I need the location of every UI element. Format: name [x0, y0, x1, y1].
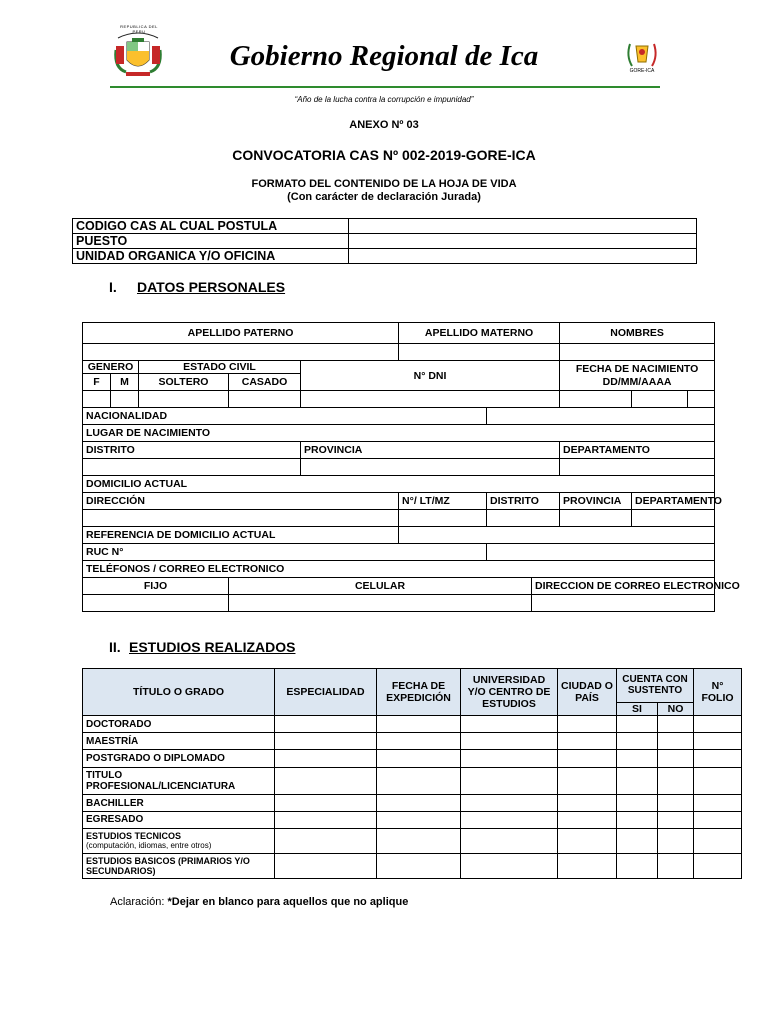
- direccion-field[interactable]: [83, 510, 399, 527]
- studies-table: [82, 668, 742, 879]
- cell-field[interactable]: [275, 716, 377, 733]
- cell-field[interactable]: [461, 768, 558, 795]
- right-logo-caption: GORE-ICA: [629, 68, 655, 74]
- cell-field[interactable]: [461, 716, 558, 733]
- table-row: [83, 733, 742, 750]
- cell-field[interactable]: [617, 733, 658, 750]
- cell-field[interactable]: [558, 716, 617, 733]
- fecha-nacimiento-header: [560, 361, 715, 391]
- correo-label: DIRECCION DE CORREO ELECTRONICO: [532, 578, 715, 595]
- fecha-expedicion-header: FECHA DE EXPEDICIÓN: [377, 669, 461, 716]
- genero-f-field[interactable]: [83, 391, 111, 408]
- left-logo-caption: REPUBLICA DEL PERU: [120, 24, 158, 34]
- lugar-nacimiento-label: LUGAR DE NACIMIENTO: [83, 425, 715, 442]
- cell-field[interactable]: [617, 829, 658, 854]
- cell-field[interactable]: [617, 750, 658, 768]
- departamento2-field[interactable]: [632, 510, 715, 527]
- clarification-note: [110, 896, 408, 908]
- cell-field[interactable]: [275, 750, 377, 768]
- estado-civil-header: ESTADO CIVIL: [139, 361, 301, 374]
- cell-field[interactable]: [694, 733, 742, 750]
- celular-label: CELULAR: [229, 578, 532, 595]
- study-label: EGRESADO: [83, 812, 275, 829]
- birth-day-field[interactable]: [560, 391, 632, 408]
- nacionalidad-label: NACIONALIDAD: [83, 408, 487, 425]
- dni-field[interactable]: [301, 391, 560, 408]
- cell-field[interactable]: [694, 795, 742, 812]
- cell-field[interactable]: [658, 768, 694, 795]
- cell-field[interactable]: [377, 795, 461, 812]
- cell-field[interactable]: [377, 733, 461, 750]
- study-label-cell: [83, 829, 275, 854]
- cell-field[interactable]: [558, 750, 617, 768]
- table-row: [83, 768, 742, 795]
- cell-field[interactable]: [377, 768, 461, 795]
- soltero-label: SOLTERO: [139, 374, 229, 391]
- cell-field[interactable]: [658, 854, 694, 879]
- cell-field[interactable]: [558, 854, 617, 879]
- soltero-field[interactable]: [139, 391, 229, 408]
- study-sublabel: (computación, idiomas, entre otros): [86, 841, 212, 850]
- departamento-field[interactable]: [560, 459, 715, 476]
- cell-field[interactable]: [275, 733, 377, 750]
- cell-field[interactable]: [377, 829, 461, 854]
- cell-field[interactable]: [694, 854, 742, 879]
- nlt-field[interactable]: [399, 510, 487, 527]
- cell-field[interactable]: [694, 716, 742, 733]
- cell-field[interactable]: [694, 812, 742, 829]
- position-value-field[interactable]: [349, 249, 697, 264]
- cell-field[interactable]: [617, 768, 658, 795]
- cell-field[interactable]: [694, 768, 742, 795]
- cell-field[interactable]: [658, 733, 694, 750]
- universidad-header: UNIVERSIDAD Y/O CENTRO DE ESTUDIOS: [461, 669, 558, 716]
- cell-field[interactable]: [275, 829, 377, 854]
- departamento-label: DEPARTAMENTO: [560, 442, 715, 459]
- cell-field[interactable]: [461, 750, 558, 768]
- format-subtitle: (Con carácter de declaración Jurada): [287, 191, 481, 203]
- section-title: DATOS PERSONALES: [137, 279, 286, 295]
- study-label: DOCTORADO: [83, 716, 275, 733]
- table-row: [83, 812, 742, 829]
- birth-year-field[interactable]: [688, 391, 715, 408]
- cell-field[interactable]: [658, 716, 694, 733]
- note-label: Aclaración:: [110, 896, 165, 908]
- nlt-label: N°/ LT/MZ: [399, 493, 487, 510]
- sustento-header: CUENTA CON SUSTENTO: [617, 669, 694, 703]
- cell-field[interactable]: [461, 854, 558, 879]
- ciudad-header: CIUDAD O PAÍS: [558, 669, 617, 716]
- section-title: ESTUDIOS REALIZADOS: [129, 639, 296, 655]
- annex-label: ANEXO Nº 03: [349, 119, 419, 131]
- cell-field[interactable]: [558, 829, 617, 854]
- cell-field[interactable]: [617, 812, 658, 829]
- table-row: [73, 234, 697, 249]
- genero-m-label: M: [111, 374, 139, 391]
- study-label: MAESTRÍA: [83, 733, 275, 750]
- ruc-label: RUC N°: [83, 544, 487, 561]
- nombres-field[interactable]: [560, 344, 715, 361]
- convocatoria-title: CONVOCATORIA CAS Nº 002-2019-GORE-ICA: [232, 147, 536, 163]
- study-label: POSTGRADO O DIPLOMADO: [83, 750, 275, 768]
- distrito2-label: DISTRITO: [487, 493, 560, 510]
- table-row: [83, 854, 742, 879]
- cell-field[interactable]: [658, 795, 694, 812]
- celular-field[interactable]: [229, 595, 532, 612]
- departamento2-label: DEPARTAMENTO: [632, 493, 715, 510]
- position-value-field[interactable]: [349, 219, 697, 234]
- cell-field[interactable]: [275, 812, 377, 829]
- cell-field[interactable]: [377, 854, 461, 879]
- fecha-format-label: DD/MM/AAAA: [602, 375, 672, 388]
- direccion-label: DIRECCIÓN: [83, 493, 399, 510]
- provincia2-label: PROVINCIA: [560, 493, 632, 510]
- position-table: [72, 218, 697, 264]
- telefonos-label: TELÉFONOS / CORREO ELECTRONICO: [83, 561, 715, 578]
- study-label: ESTUDIOS BASICOS (PRIMARIOS Y/O SECUNDARIOS): [83, 854, 275, 879]
- cell-field[interactable]: [558, 795, 617, 812]
- header-rule: [110, 86, 660, 88]
- birth-month-field[interactable]: [632, 391, 688, 408]
- cell-field[interactable]: [658, 750, 694, 768]
- cell-field[interactable]: [275, 795, 377, 812]
- section-2-heading: [109, 639, 295, 655]
- cell-field[interactable]: [461, 795, 558, 812]
- format-title: FORMATO DEL CONTENIDO DE LA HOJA DE VIDA: [251, 178, 517, 190]
- folio-header: N° FOLIO: [694, 669, 742, 716]
- nombres-header: NOMBRES: [560, 323, 715, 344]
- genero-f-label: F: [83, 374, 111, 391]
- table-row: [73, 219, 697, 234]
- cell-field[interactable]: [377, 812, 461, 829]
- table-row: [83, 716, 742, 733]
- study-label: TITULO PROFESIONAL/LICENCIATURA: [83, 768, 275, 795]
- table-row: [83, 750, 742, 768]
- cell-field[interactable]: [461, 733, 558, 750]
- personal-data-table: [82, 322, 740, 612]
- especialidad-header: ESPECIALIDAD: [275, 669, 377, 716]
- section-1-heading: [109, 279, 285, 295]
- cell-field[interactable]: [377, 716, 461, 733]
- cell-field[interactable]: [694, 829, 742, 854]
- distrito-label: DISTRITO: [83, 442, 301, 459]
- table-row: [73, 249, 697, 264]
- table-row: [83, 795, 742, 812]
- titulo-header: TÍTULO O GRADO: [83, 669, 275, 716]
- cell-field[interactable]: [558, 733, 617, 750]
- apellido-paterno-header: APELLIDO PATERNO: [83, 323, 399, 344]
- no-header: NO: [658, 702, 694, 715]
- cell-field[interactable]: [617, 716, 658, 733]
- section-number: I.: [109, 279, 117, 295]
- cell-field[interactable]: [461, 829, 558, 854]
- cell-field[interactable]: [617, 795, 658, 812]
- provincia2-field[interactable]: [560, 510, 632, 527]
- fijo-label: FIJO: [83, 578, 229, 595]
- position-label: PUESTO: [73, 234, 349, 249]
- position-label: CODIGO CAS AL CUAL POSTULA: [73, 219, 349, 234]
- cell-field[interactable]: [461, 812, 558, 829]
- domicilio-label: DOMICILIO ACTUAL: [83, 476, 715, 493]
- dni-header: N° DNI: [301, 361, 560, 391]
- section-number: II.: [109, 639, 121, 655]
- correo-field[interactable]: [532, 595, 715, 612]
- table-row: [83, 829, 742, 854]
- cell-field[interactable]: [658, 812, 694, 829]
- note-text: *Dejar en blanco para aquellos que no aplique: [167, 896, 409, 908]
- cell-field[interactable]: [558, 812, 617, 829]
- genero-m-field[interactable]: [111, 391, 139, 408]
- page-title: Gobierno Regional de Ica: [229, 40, 539, 72]
- study-label: ESTUDIOS TECNICOS: [86, 831, 182, 841]
- fecha-nacimiento-label: FECHA DE NACIMIENTO: [575, 362, 699, 375]
- nacionalidad-field[interactable]: [487, 408, 715, 425]
- position-value-field[interactable]: [349, 234, 697, 249]
- si-header: SI: [617, 702, 658, 715]
- casado-label: CASADO: [229, 374, 301, 391]
- apellido-materno-header: APELLIDO MATERNO: [399, 323, 560, 344]
- referencia-label: REFERENCIA DE DOMICILIO ACTUAL: [83, 527, 399, 544]
- cell-field[interactable]: [558, 768, 617, 795]
- referencia-field[interactable]: [399, 527, 715, 544]
- cell-field[interactable]: [658, 829, 694, 854]
- cell-field[interactable]: [377, 750, 461, 768]
- ruc-field[interactable]: [487, 544, 715, 561]
- provincia-field[interactable]: [301, 459, 560, 476]
- apellido-materno-field[interactable]: [399, 344, 560, 361]
- fijo-field[interactable]: [83, 595, 229, 612]
- study-label: BACHILLER: [83, 795, 275, 812]
- cell-field[interactable]: [617, 854, 658, 879]
- casado-field[interactable]: [229, 391, 301, 408]
- provincia-label: PROVINCIA: [301, 442, 560, 459]
- apellido-paterno-field[interactable]: [83, 344, 399, 361]
- distrito-field[interactable]: [83, 459, 301, 476]
- year-motto: “Año de la lucha contra la corrupción e impunidad”: [294, 95, 474, 104]
- cell-field[interactable]: [694, 750, 742, 768]
- distrito2-field[interactable]: [487, 510, 560, 527]
- cell-field[interactable]: [275, 768, 377, 795]
- cell-field[interactable]: [275, 854, 377, 879]
- genero-header: GENERO: [83, 361, 139, 374]
- position-label: UNIDAD ORGANICA Y/O OFICINA: [73, 249, 349, 264]
